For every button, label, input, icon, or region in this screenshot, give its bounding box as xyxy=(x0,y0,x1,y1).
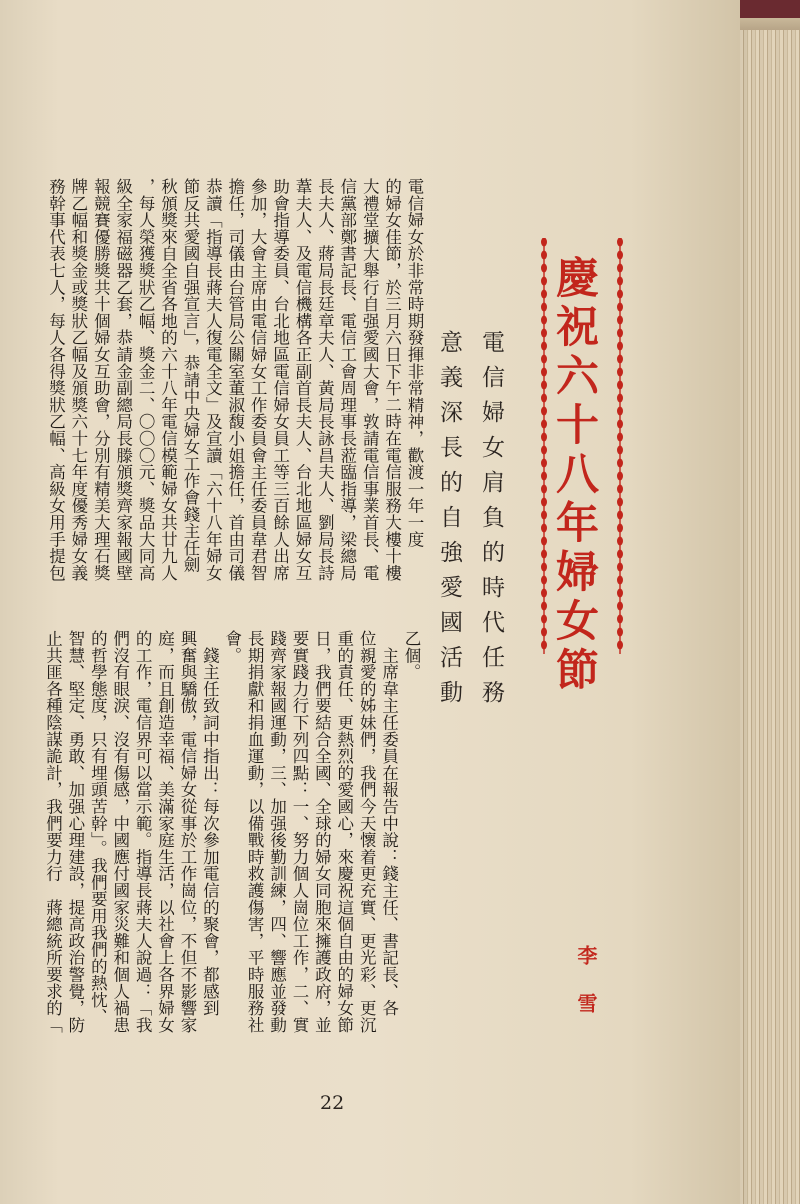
article-column: 長夫人、蔣局長廷章夫人、黃局長詠昌夫人、劉局長詩 xyxy=(315,178,335,582)
article-column: 大禮堂擴大舉行自强愛國大會，敦請電信事業首長、電 xyxy=(360,178,380,582)
article-column: 興奮與驕傲，電信婦女從事於工作崗位，不但不影響家 xyxy=(177,630,197,1034)
article-column: 的婦女佳節，於三月六日下午二時在電信服務大樓十樓 xyxy=(382,178,402,582)
article-column: 務幹事代表七人，每人各得獎狀乙幅、高級女用手提包 xyxy=(46,178,66,582)
article-column: 智慧、堅定、勇敢、加强心理建設，提高政治警覺，防 xyxy=(65,630,85,1034)
article-column: 錢主任致詞中指出：每次參加電信的聚會，都感到 xyxy=(200,630,220,1017)
subtitle-line: 電信婦女肩負的時代任務 xyxy=(478,330,504,715)
article-column: 重的責任、更熱烈的愛國心，來慶祝這個自由的婦女節 xyxy=(334,630,354,1034)
article-column: 報競賽優勝獎共十個婦女互助會，分別有精美大理石獎 xyxy=(91,178,111,582)
article-column: 乙個。 xyxy=(402,630,421,681)
page-number: 22 xyxy=(320,1092,345,1114)
article-column: 節反共愛國自强宣言」，恭請中央婦女工作會錢主任劍 xyxy=(180,178,200,573)
article-column: 級全家福磁器乙套，恭請金副總局長滕頒獎齊家報國壁 xyxy=(113,178,133,582)
article-column: 會。 xyxy=(222,630,242,664)
article-column: 秋頒獎來自全省各地的六十八年電信模範婦女共廿九人 xyxy=(158,178,178,582)
article-subtitle xyxy=(428,330,512,715)
article-column: 止共匪各種陰謀詭計，我們要力行 蔣總統所要求的「 xyxy=(43,630,63,1034)
article-column: 電信婦女於非常時期發揮非常精神，歡渡一年一度 xyxy=(405,178,424,548)
article-column: 的工作，電信界可以當示範。指導長蔣夫人說過：「我 xyxy=(133,630,153,1034)
article-column: 踐齊家報國運動，三、加强後勤訓練，四、響應並發動 xyxy=(267,630,287,1034)
article-column: 葦夫人、及電信機構各正副首長夫人、台北地區婦女互 xyxy=(292,178,312,582)
article-column: 的哲學態度，只有埋頭苦幹」。我們要用我們的熱忱、 xyxy=(88,630,108,1025)
article-column: 擔任，司儀由台管局公關室董淑馥小姐擔任，首由司儀 xyxy=(225,178,245,582)
article-column: 們沒有眼淚、沒有傷感，中國應付國家災難和個人禍患 xyxy=(110,630,130,1034)
article-column: 位親愛的姊妹們，我們今天懷着更充實、更光彩、更沉 xyxy=(357,630,377,1034)
subtitle-line: 意義深長的自強愛國活動 xyxy=(436,330,462,715)
article-column: 信黨部鄭書記長、電信工會周理事長蒞臨指導，梁總局 xyxy=(337,178,357,582)
article-column: 要實踐力行下列四點：一、努力個人崗位工作，二、實 xyxy=(289,630,309,1034)
author-name: 李雪 xyxy=(574,945,598,1041)
article-upper-block xyxy=(44,178,425,608)
article-column: 助會指導委員、台北地區電信婦女員工等三百餘人出席 xyxy=(270,178,290,582)
ornamental-border-right xyxy=(616,238,624,656)
article-lower-block xyxy=(41,630,422,1080)
article-column: 牌乙幅和獎金或獎狀乙幅及頒獎六十七年度優秀婦女義 xyxy=(68,178,88,582)
article-column: 恭讀「指導長蔣夫人復電全文」及宣讀「六十八年婦女 xyxy=(203,178,223,582)
article-title: 慶祝六十八年婦女節 xyxy=(549,255,599,696)
article-column: 長期捐獻和捐血運動，以備戰時救護傷害，平時服務社 xyxy=(245,630,265,1034)
article-column: 參加，大會主席由電信婦女工作委員會主任委員韋君智 xyxy=(248,178,268,582)
article-column: ，每人榮獲獎狀乙幅、獎金二、〇〇〇元、獎品大同高 xyxy=(136,178,156,582)
article-column: 日，我們要結合全國、全球的婦女同胞來擁護政府，並 xyxy=(312,630,332,1034)
article-column: 庭，而且創造幸福、美滿家庭生活，以社會上各界婦女 xyxy=(155,630,175,1034)
article-column: 主席韋主任委員在報告中說：錢主任、書記長、各 xyxy=(379,630,399,1017)
